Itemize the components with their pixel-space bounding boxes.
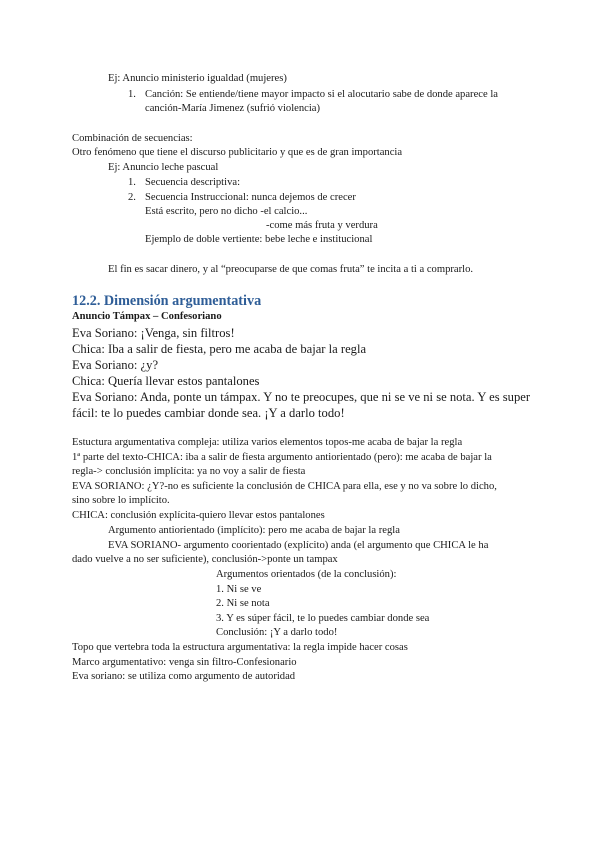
section-heading: 12.2. Dimensión argumentativa [72,293,262,309]
list-number: 1. [128,89,136,100]
analysis-line-1: Estuctura argumentativa compleja: utiliza varios elementos topos-me acaba de bajar la regla [72,437,463,448]
dialog-line-2: Chica: Iba a salir de fiesta, pero me acaba de bajar la regla [72,342,367,356]
dialog-line-3: Eva Soriano: ¿y? [72,358,159,372]
eva-soriano-line-1: EVA SORIANO- argumento coorientado (explícito) anda (el argumento que CHICA le ha [108,540,489,551]
section-subheading: Anuncio Támpax – Confesoriano [72,311,222,322]
list-item-cancion-1: Canción: Se entiende/tiene mayor impacto si el alocutario sabe de donde aparece la [145,89,498,100]
escrito-line: Está escrito, pero no dicho -el calcio... [145,206,308,217]
fin-line: El fin es sacar dinero, y al “preocuparse de que comas fruta” te incita a ti a comprarlo. [108,264,474,275]
final-line-2: Marco argumentativo: venga sin filtro-Confesionario [72,657,297,668]
dialog-line-1: Eva Soriano: ¡Venga, sin filtros! [72,326,235,340]
argumentos-title: Argumentos orientados (de la conclusión): [216,569,397,580]
list-number: 1. [128,177,136,188]
analysis-line-3: regla-> conclusión implícita: ya no voy a salir de fiesta [72,466,306,477]
combinacion-title: Combinación de secuencias: [72,133,193,144]
analysis-line-4: EVA SORIANO: ¿Y?-no es suficiente la conclusión de CHICA para ella, ese y no va sobre lo dicho, [72,481,497,492]
combinacion-line: Otro fenómeno que tiene el discurso publicitario y que es de gran importancia [72,147,403,158]
list-item-descriptiva: Secuencia descriptiva: [145,177,241,188]
example-leche: Ej: Anuncio leche pascual [108,162,219,173]
dialog-line-4: Chica: Quería llevar estos pantalones [72,374,260,388]
example-ministerio: Ej: Anuncio ministerio igualdad (mujeres) [108,73,287,84]
list-number: 2. [128,192,136,203]
list-item-cancion-2: canción-María Jimenez (sufrió violencia) [145,103,321,114]
eva-soriano-line-2: dado vuelve a no ser suficiente), conclusión->ponte un tampax [72,554,338,565]
dialog-line-5: Eva Soriano: Anda, ponte un támpax. Y no te preocupes, que ni se ve ni se nota. Y es super [72,390,531,404]
final-line-1: Topo que vertebra toda la estructura argumentativa: la regla impide hacer cosas [72,642,408,653]
argumento-2: 2. Ni se nota [216,598,270,609]
come-line: -come más fruta y verdura [266,220,378,231]
final-line-3: Eva soriano: se utiliza como argumento de autoridad [72,671,296,682]
analysis-line-2: 1ª parte del texto-CHICA: iba a salir de fiesta argumento antiorientado (pero): me acaba de bajar la [72,452,492,463]
argumento-antiorientado: Argumento antiorientado (implícito): pero me acaba de bajar la regla [108,525,400,536]
ejemplo-line: Ejemplo de doble vertiente: bebe leche e institucional [145,234,373,245]
analysis-line-5: sino sobre lo implícito. [72,495,170,506]
conclusion-line: Conclusión: ¡Y a darlo todo! [216,627,338,638]
argumento-3: 3. Y es súper fácil, te lo puedes cambiar donde sea [216,613,430,624]
argumento-1: 1. Ni se ve [216,584,262,595]
list-item-instruccional: Secuencia Instruccional: nunca dejemos de crecer [145,192,356,203]
analysis-line-6: CHICA: conclusión explícita-quiero llevar estos pantalones [72,510,325,521]
dialog-line-6: fácil: te lo puedes cambiar donde sea. ¡Y a darlo todo! [72,406,345,420]
